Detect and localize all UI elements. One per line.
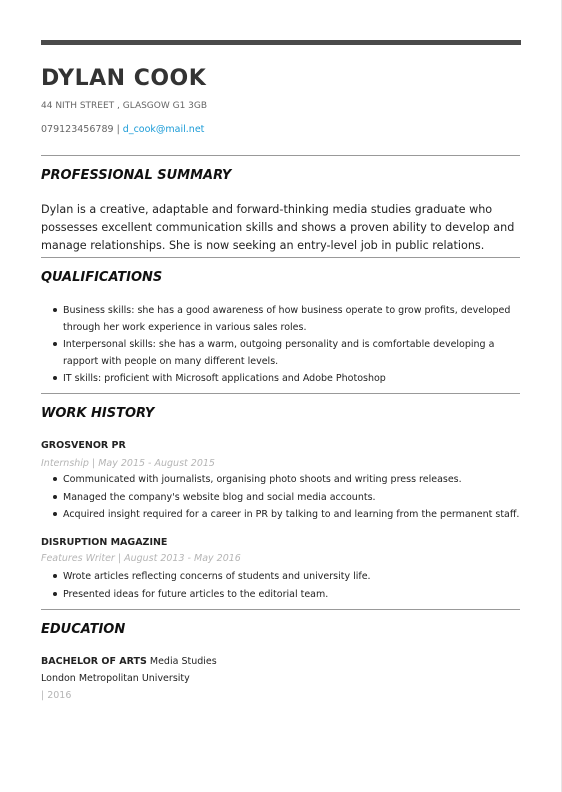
divider — [41, 609, 520, 610]
header-accent-bar — [41, 40, 521, 45]
degree-field: Media Studies — [149, 656, 217, 667]
qualifications-heading: QUALIFICATIONS — [41, 270, 163, 285]
phone-number: 079123456789 — [41, 124, 114, 135]
divider — [41, 155, 520, 156]
degree-line — [41, 656, 217, 667]
degree-name: BACHELOR OF ARTS — [41, 656, 147, 667]
candidate-name: DYLAN COOK — [41, 66, 207, 91]
work-history-heading: WORK HISTORY — [41, 406, 155, 421]
list-item: Presented ideas for future articles to the editorial team. — [41, 586, 531, 604]
qualifications-list — [41, 302, 521, 387]
email-link[interactable]: d_cook@mail.net — [122, 124, 205, 135]
divider — [41, 257, 520, 258]
list-item: Managed the company's website blog and social media accounts. — [41, 489, 531, 507]
list-item: IT skills: proficient with Microsoft applications and Adobe Photoshop — [41, 370, 521, 387]
education-heading: EDUCATION — [41, 622, 126, 637]
job-meta: Features Writer | August 2013 - May 2016 — [41, 553, 241, 564]
job-employer: GROSVENOR PR — [41, 440, 126, 451]
list-item: Wrote articles reflecting concerns of students and university life. — [41, 568, 531, 586]
job-meta: Internship | May 2015 - August 2015 — [41, 458, 215, 469]
summary-heading: PROFESSIONAL SUMMARY — [41, 168, 232, 183]
contact-line — [41, 124, 204, 135]
job-employer: DISRUPTION MAGAZINE — [41, 537, 168, 548]
divider — [41, 393, 520, 394]
education-date: | 2016 — [41, 690, 72, 701]
job-duties-list — [41, 471, 531, 524]
list-item: Interpersonal skills: she has a warm, outgoing personality and is comfortable developing a rapport with people on many different levels. — [41, 336, 521, 370]
summary-text: Dylan is a creative, adaptable and forward-thinking media studies graduate who possesses excellent communication skills and shows a proven ability to develop and manage relationships. She is now seeking an entry-level job in public relations. — [41, 203, 515, 252]
institution: London Metropolitan University — [41, 673, 190, 684]
list-item: Communicated with journalists, organising photo shoots and writing press releases. — [41, 471, 531, 489]
address: 44 NITH STREET , GLASGOW G1 3GB — [41, 101, 208, 111]
contact-separator: | — [116, 124, 120, 135]
list-item: Business skills: she has a good awareness of how business operate to grow profits, developed through her work experience in various sales roles. — [41, 302, 521, 336]
list-item: Acquired insight required for a career in PR by talking to and learning from the permanent staff. — [41, 506, 531, 524]
job-duties-list — [41, 568, 531, 603]
